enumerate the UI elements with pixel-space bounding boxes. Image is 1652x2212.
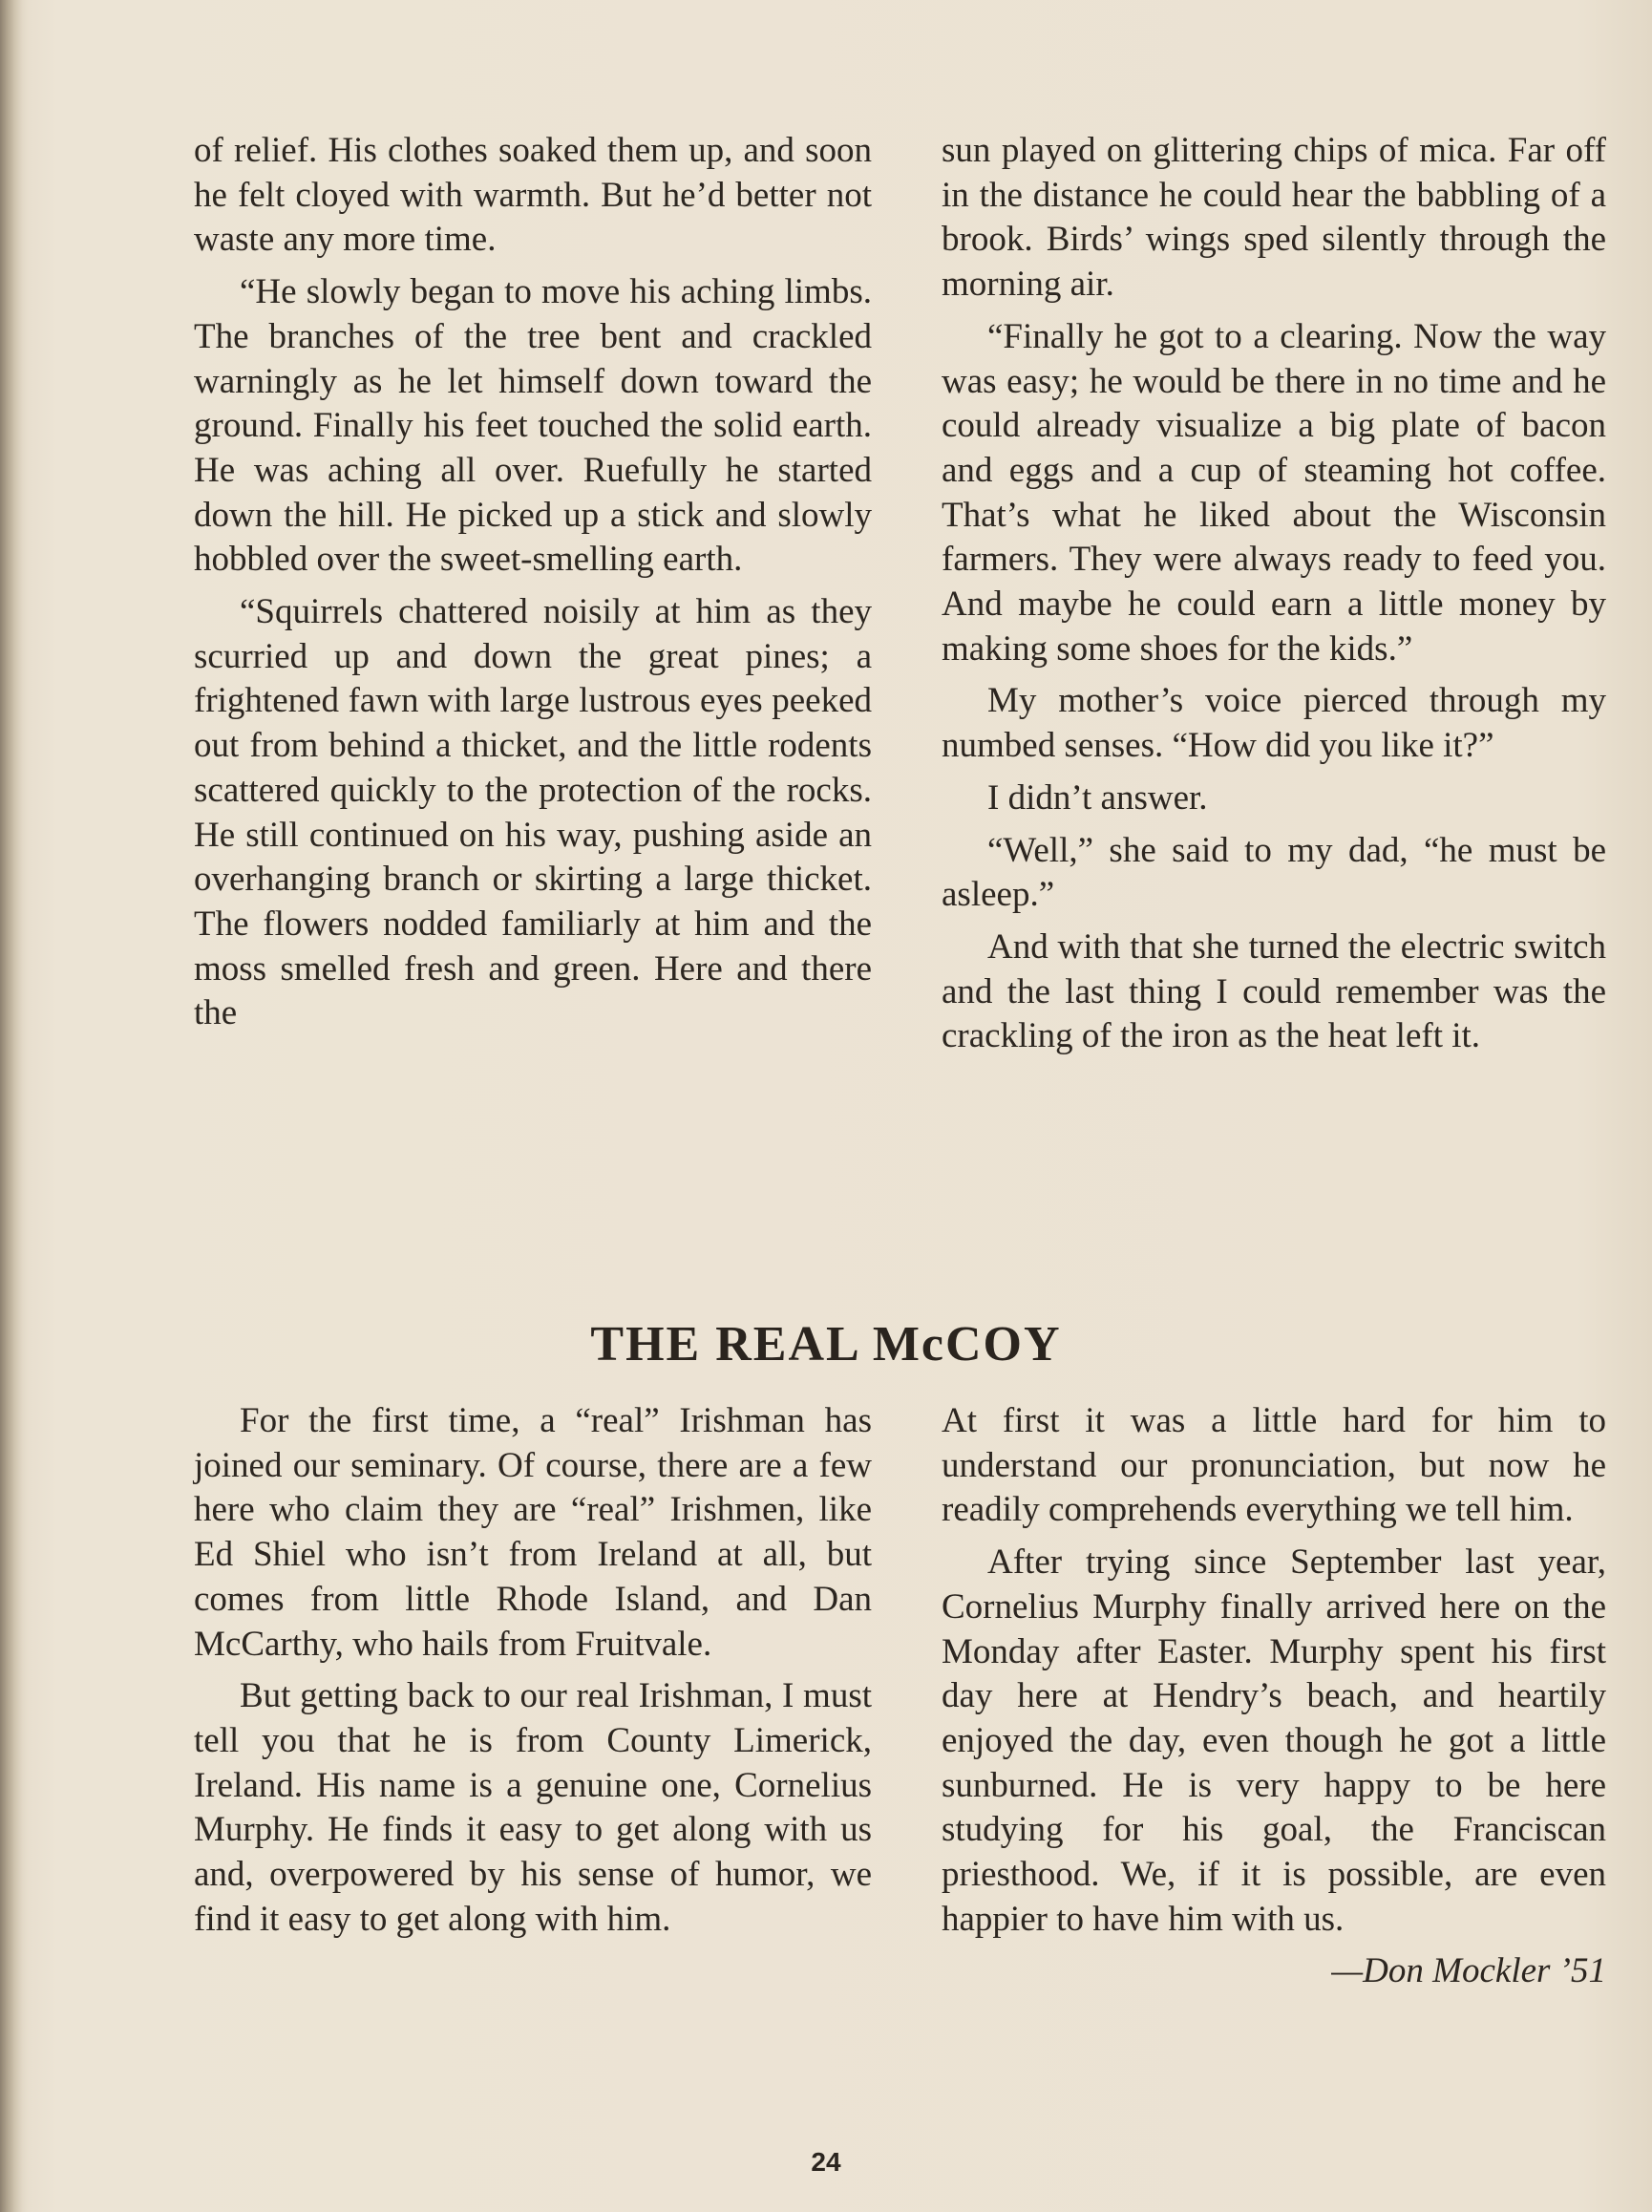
story-left-column	[194, 129, 872, 1044]
paragraph: After trying since September last year, Cornelius Murphy finally arrived here on the Monday after Easter. Murphy spent his first day here at Hendry’s beach, and heartily enjoyed the day, even though he got a little sunburned. He is very happy to be here studying for his goal, the Franciscan priesthood. We, if it is possible, are even happier to have him with us.	[942, 1542, 1606, 1939]
page-binding-shadow	[0, 0, 23, 2212]
article-right-column	[942, 1399, 1606, 1994]
story-right-column	[942, 129, 1606, 1067]
paragraph: I didn’t answer.	[987, 777, 1208, 818]
paragraph: “Squirrels chattered noisily at him as they scurried up and down the great pines; a frightened fawn with large lustrous eyes peeked out from behind a thicket, and the little rodents scattered quickly to the protection of the rocks. He still continued on his way, pushing aside an overhanging branch or skirting a large thicket. The flowers nodded familiarly at him and the moss smelled fresh and green. Here and there the	[194, 592, 872, 1033]
paragraph: “Finally he got to a clearing. Now the way was easy; he would be there in no time and he could already visualize a big plate of bacon and eggs and a cup of steaming hot coffee. That’s what he liked about the Wisconsin farmers. They were always ready to feed you. And maybe he could earn a little money by making some shoes for the kids.”	[942, 316, 1606, 669]
article-left-column	[194, 1399, 872, 1949]
paragraph: But getting back to our real Irishman, I must tell you that he is from County Limerick, Ireland. His name is a genuine one, Cornelius Murphy. He finds it easy to get along with us and, overpowered by his sense of humor, we find it easy to get along with him.	[194, 1676, 872, 1939]
paragraph: For the first time, a “real” Irishman has joined our seminary. Of course, there are a few here who claim they are “real” Irishmen, like Ed Shiel who isn’t from Ireland at all, but comes from little Rhode Island, and Dan McCarthy, who hails from Fruitvale.	[194, 1401, 872, 1664]
paragraph: My mother’s voice pierced through my numbed senses. “How did you like it?”	[942, 681, 1606, 766]
paragraph: of relief. His clothes soaked them up, and soon he felt cloyed with warmth. But he’d better not waste any more time.	[194, 131, 872, 260]
paragraph: At first it was a little hard for him to understand our pronunciation, but now he readily comprehends everything we tell him.	[942, 1401, 1606, 1530]
paragraph: “He slowly began to move his aching limbs. The branches of the tree bent and crackled warningly as he let himself down toward the ground. Finally his feet touched the solid earth. He was aching all over. Ruefully he started down the hill. He picked up a stick and slowly hobbled over the sweet-smelling earth.	[194, 272, 872, 580]
paragraph: sun played on glittering chips of mica. Far off in the distance he could hear the babbling of a brook. Birds’ wings sped silently through the morning air.	[942, 131, 1606, 305]
paragraph: And with that she turned the electric switch and the last thing I could remember was the crackling of the iron as the heat left it.	[942, 926, 1606, 1056]
article-title: THE REAL McCOY	[590, 1317, 1062, 1372]
paragraph: “Well,” she said to my dad, “he must be asleep.”	[942, 830, 1606, 915]
author-byline: —Don Mockler ’51	[1331, 1951, 1606, 1991]
page-number: 24	[811, 2147, 841, 2177]
